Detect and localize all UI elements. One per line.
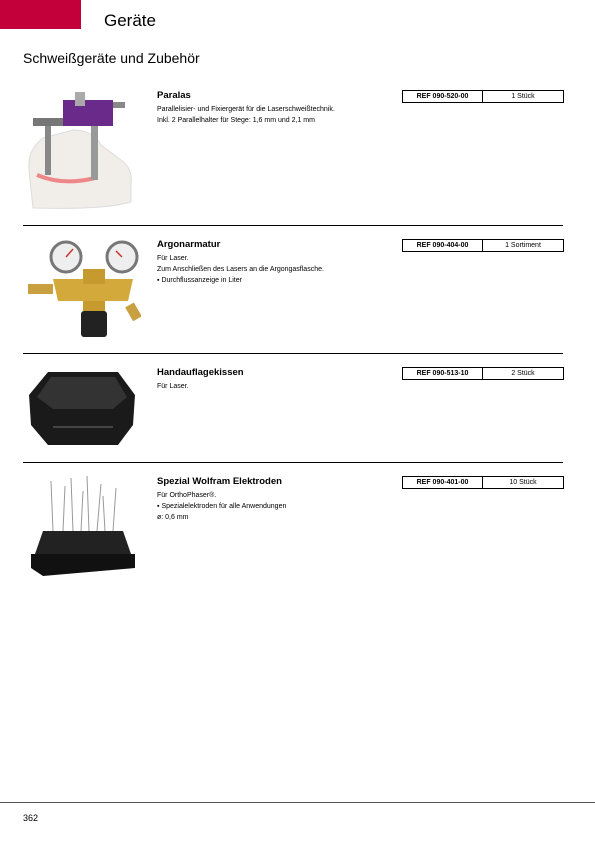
quantity: 2 Stück [511, 370, 535, 377]
order-info [402, 90, 564, 103]
product-info [157, 367, 387, 392]
product-diameter: ø: 0,6 mm [157, 514, 189, 521]
electrode-block-image [23, 476, 141, 601]
order-info [402, 239, 564, 252]
product-description: Für Laser. [157, 383, 189, 390]
product-info [157, 476, 387, 523]
paralas-image [23, 90, 141, 215]
quantity: 1 Sortiment [505, 242, 541, 249]
product-description: Parallelisier- und Fixiergerät für die Laserschweißtechnik. [157, 106, 335, 113]
product-name: Spezial Wolfram Elektroden [157, 476, 282, 487]
product-info [157, 90, 387, 126]
product-bullet: ▪ Spezialelektroden für alle Anwendungen [157, 501, 387, 512]
quantity: 1 Stück [511, 93, 535, 100]
pressure-regulator-image [23, 239, 141, 364]
order-info [402, 476, 564, 489]
section-title: Schweißgeräte und Zubehör [23, 50, 200, 66]
product-name: Handauflagekissen [157, 367, 244, 378]
hand-rest-cushion-image [23, 367, 141, 492]
product-name: Argonarmatur [157, 239, 221, 250]
ref-number: REF 090-404-00 [403, 240, 483, 251]
order-info [402, 367, 564, 380]
category-title: Geräte [104, 11, 156, 30]
product-info [157, 239, 387, 286]
product-description: Für Laser. [157, 255, 189, 262]
page-number: 362 [23, 813, 39, 823]
ref-number: REF 090-513-10 [403, 368, 483, 379]
product-description: Zum Anschließen des Lasers an die Argongasflasche. [157, 266, 324, 273]
category-color-tab [0, 0, 81, 29]
quantity: 10 Stück [509, 479, 537, 486]
divider [23, 462, 563, 463]
product-bullet: ▪ Durchflussanzeige in Liter [157, 275, 387, 286]
footer-divider [0, 802, 595, 803]
divider [23, 353, 563, 354]
product-description: Für OrthoPhaser®. [157, 492, 217, 499]
ref-number: REF 090-401-00 [403, 477, 483, 488]
ref-number: REF 090-520-00 [403, 91, 483, 102]
product-description: Inkl. 2 Parallelhalter für Stege: 1,6 mm und 2,1 mm [157, 117, 315, 124]
divider [23, 225, 563, 226]
product-name: Paralas [157, 90, 191, 101]
